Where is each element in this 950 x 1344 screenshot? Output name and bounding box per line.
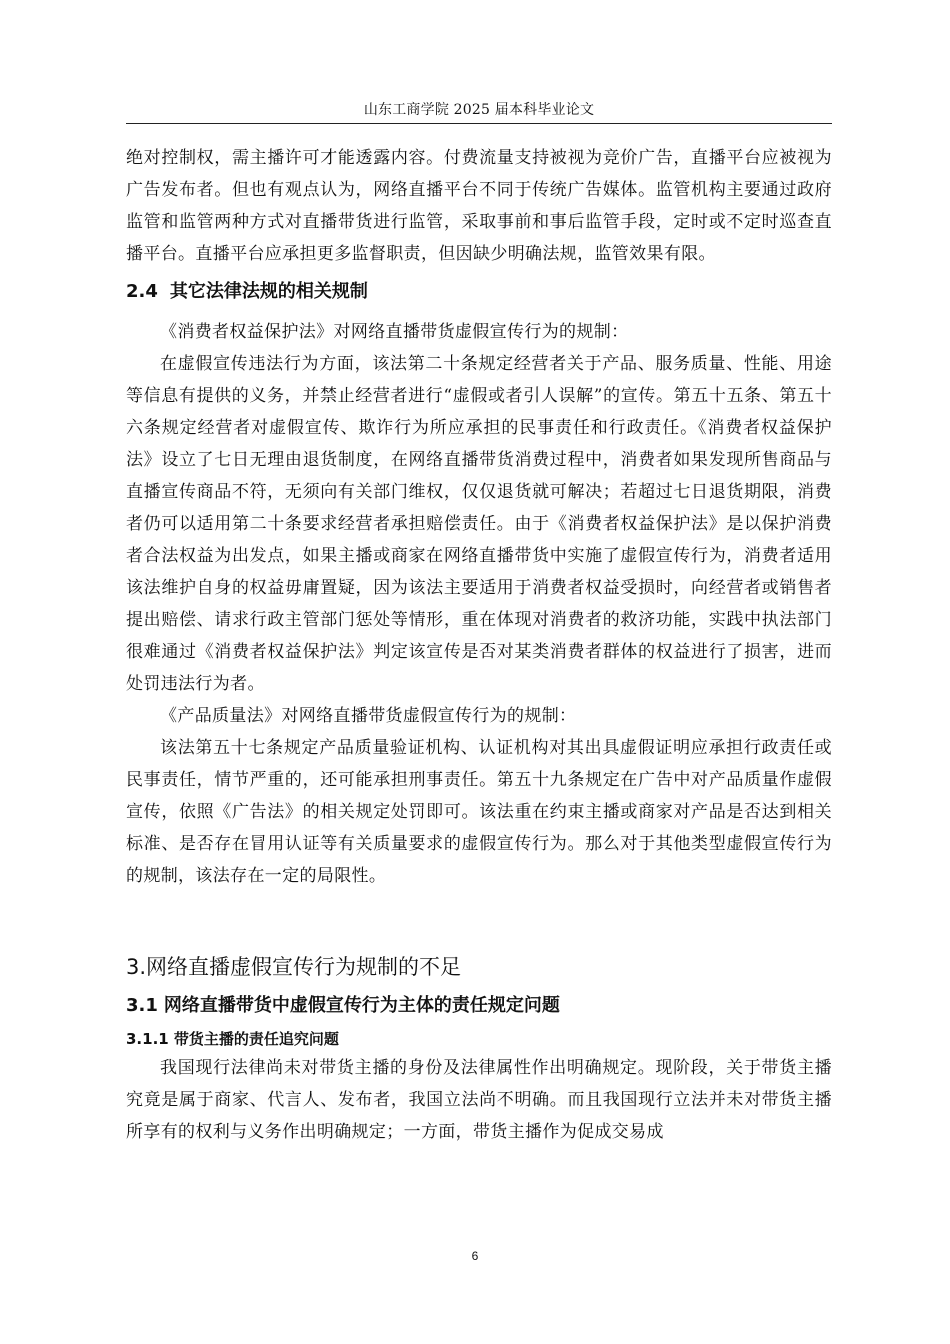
- section-heading-2-4: [126, 278, 832, 306]
- section-heading-3-1: [126, 992, 832, 1020]
- section-number: 3.1: [126, 995, 158, 1016]
- header-rule: [126, 123, 832, 124]
- section-title: 网络直播带货中虚假宣传行为主体的责任规定问题: [163, 995, 560, 1016]
- chapter-heading-3: 3.网络直播虚假宣传行为规制的不足: [126, 955, 462, 979]
- paragraph-consumer-law-body: 在虚假宣传违法行为方面，该法第二十条规定经营者关于产品、服务质量、性能、用途等信息有提供的义务，并禁止经营者进行“虚假或者引人误解”的宣传。第五十五条、第五十六条规定经营者对虚假宣传、欺诈行为所应承担的民事责任和行政责任。《消费者权益保护法》设立了七日无理由退货制度，在网络直播带货消费过程中，消费者如果发现所售商品与直播宣传商品不符，无须向有关部门维权，仅仅退货就可解决；若超过七日退货期限，消费者仍可以适用第二十条要求经营者承担赔偿责任。由于《消费者权益保护法》是以保护消费者合法权益为出发点，如果主播或商家在网络直播带货中实施了虚假宣传行为，消费者适用该法维护自身的权益毋庸置疑，因为该法主要适用于消费者权益受损时，向经营者或销售者提出赔偿、请求行政主管部门惩处等情形，重在体现对消费者的救济功能，实践中执法部门很难通过《消费者权益保护法》判定该宣传是否对某类消费者群体的权益进行了损害，进而处罚违法行为者。: [126, 354, 832, 694]
- section-title: 其它法律法规的相关规制: [169, 281, 368, 302]
- paragraph-product-law-intro: 《产品质量法》对网络直播带货虚假宣传行为的规制：: [160, 706, 577, 726]
- paragraph-product-law-body: 该法第五十七条规定产品质量验证机构、认证机构对其出具虚假证明应承担行政责任或民事责任，情节严重的，还可能承担刑事责任。第五十九条规定在广告中对产品质量作虚假宣传，依照《广告法》的相关规定处罚即可。该法重在约束主播或商家对产品是否达到相关标准、是否存在冒用认证等有关质量要求的虚假宣传行为。那么对于其他类型虚假宣传行为的规制，该法存在一定的局限性。: [126, 738, 832, 886]
- paragraph-platform-supervision: 绝对控制权，需主播许可才能透露内容。付费流量支持被视为竞价广告，直播平台应被视为广告发布者。但也有观点认为，网络直播平台不同于传统广告媒体。监管机构主要通过政府监管和监管两种方式对直播带货进行监管，采取事前和事后监管手段，定时或不定时巡查直播平台。直播平台应承担更多监督职责，但因缺少明确法规，监管效果有限。: [126, 148, 832, 264]
- subsection-heading-3-1-1: 3.1.1 带货主播的责任追究问题: [126, 1030, 339, 1048]
- section-number: 2.4: [126, 281, 158, 302]
- running-header: 山东工商学院 2025 届本科毕业论文: [363, 102, 595, 118]
- page-body: [126, 142, 832, 1148]
- paragraph-streamer-liability: 我国现行法律尚未对带货主播的身份及法律属性作出明确规定。现阶段，关于带货主播究竟是属于商家、代言人、发布者，我国立法尚不明确。而且我国现行立法并未对带货主播所享有的权利与义务作出明确规定；一方面，带货主播作为促成交易成: [126, 1058, 832, 1142]
- page-number: 6: [471, 1249, 479, 1263]
- paragraph-consumer-law-intro: 《消费者权益保护法》对网络直播带货虚假宣传行为的规制：: [160, 322, 629, 342]
